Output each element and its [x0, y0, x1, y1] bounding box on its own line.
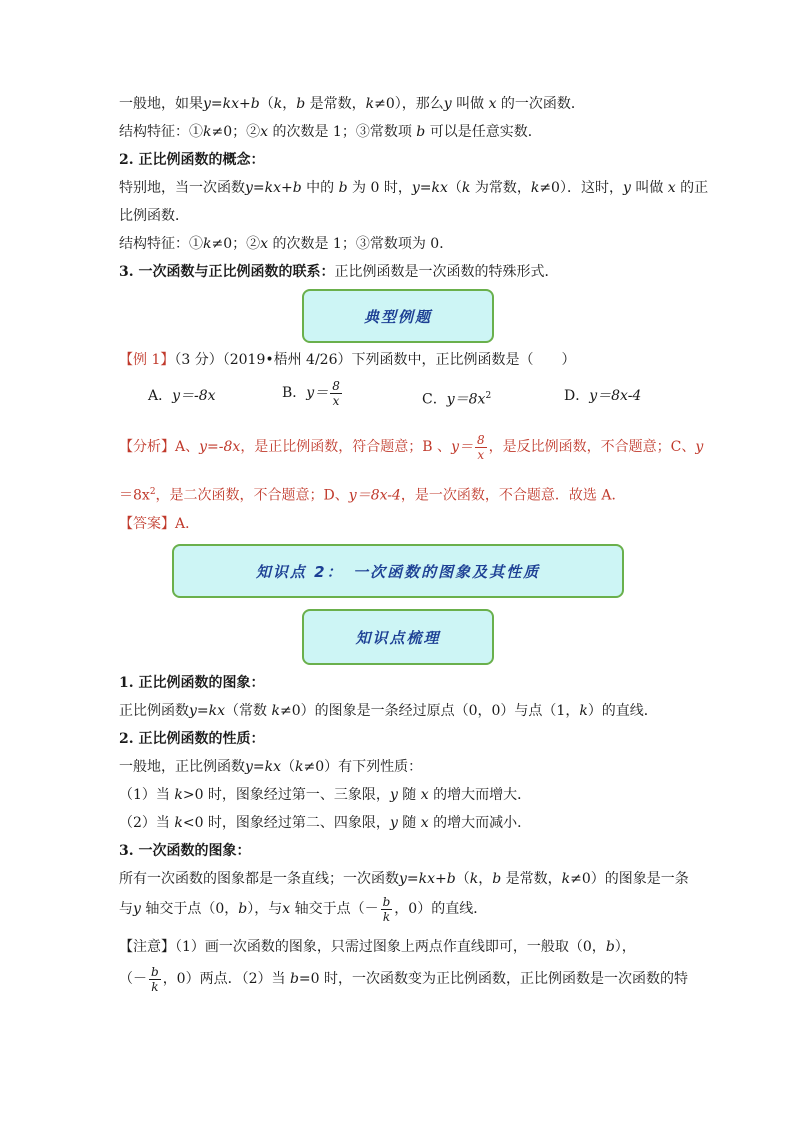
heading-proportional-concept: 2. 正比例函数的概念：	[119, 152, 265, 168]
property-1: （1）当 k>0 时，图象经过第一、三象限，y 随 x 的增大而增大．	[119, 787, 532, 803]
answer-line: 【答案】A．	[119, 516, 200, 532]
heading-relationship: 3. 一次函数与正比例函数的联系：正比例函数是一次函数的特殊形式．	[119, 264, 559, 280]
linear-graph-text-line2: 与y 轴交于点（0，b），与x 轴交于点（－ $\frac{b}{k}$ ，0）的直线．	[119, 894, 488, 924]
proportional-definition-line1: 特别地，当一次函数y=kx+b 中的 b 为 0 时，y=kx（k 为常数，k≠0）．这时，y 叫做 x 的正	[119, 180, 709, 196]
note-line1: 【注意】（1）画一次函数的图象，只需过图象上两点作直线即可，一般取（0，b），	[119, 939, 636, 955]
linear-graph-text-line1: 所有一次函数的图象都是一条直线；一次函数y=kx+b（k，b 是常数，k≠0）的图象是一条	[119, 871, 689, 887]
section-box-knowledge-point-2: 知识点 2： 一次函数的图象及其性质	[172, 544, 624, 598]
heading-proportional-properties: 2. 正比例函数的性质：	[119, 731, 265, 747]
heading-proportional-graph: 1. 正比例函数的图象：	[119, 675, 265, 691]
section-box-typical-examples: 典型例题	[302, 289, 494, 343]
section-box-knowledge-review: 知识点梳理	[302, 609, 494, 665]
property-2: （2）当 k<0 时，图象经过第二、四象限，y 随 x 的增大而减小．	[119, 815, 532, 831]
structure-feature-1: 结构特征：①k≠0；②x 的次数是 1；③常数项 b 可以是任意实数．	[119, 124, 542, 140]
structure-feature-2: 结构特征：①k≠0；②x 的次数是 1；③常数项为 0．	[119, 236, 454, 252]
option-b: B．y＝ $\frac{8}{x}$	[282, 378, 340, 408]
proportional-definition-line2: 比例函数．	[119, 208, 189, 224]
fraction-8-over-x: $\frac{8}{x}$	[332, 378, 340, 408]
analysis-fraction-8-over-x: $\frac{8}{x}$	[476, 432, 485, 462]
analysis-line2: $=8x^2$，是二次函数，不合题意；D、y＝8x-4，是一次函数，不合题意．故选 A．	[119, 487, 626, 504]
fraction-b-over-k: $\frac{b}{k}$	[382, 894, 391, 924]
linear-function-definition: 一般地，如果y=kx+b（k，b 是常数，k≠0），那么y 叫做 x 的一次函数．	[119, 96, 585, 112]
analysis-line1: 【分析】A、y=-8x，是正比例函数，符合题意；B 、y＝ $\frac{8}{x}$ ，是反比例函数，不合题意；C、y	[119, 432, 704, 462]
proportional-properties-intro: 一般地，正比例函数y=kx（k≠0）有下列性质：	[119, 759, 423, 775]
option-d: D．y＝8x-4	[564, 388, 642, 404]
heading-linear-graph: 3. 一次函数的图象：	[119, 843, 251, 859]
option-c: C．$y=8x^2$	[422, 391, 492, 408]
example-1-question: 【例 1】（3 分）（2019•梧州 4/26）下列函数中，正比例函数是（ ）	[119, 352, 576, 368]
note-line2: （－ $\frac{b}{k}$ ，0）两点．（2）当 b=0 时，一次函数变为正比例函数，正比例函数是一次函数的特	[119, 964, 689, 994]
option-a: A．y＝-8x	[148, 388, 216, 404]
note-fraction-b-over-k: $\frac{b}{k}$	[151, 964, 159, 994]
proportional-graph-text: 正比例函数y=kx（常数 k≠0）的图象是一条经过原点（0，0）与点（1，k）的直线．	[119, 703, 658, 719]
